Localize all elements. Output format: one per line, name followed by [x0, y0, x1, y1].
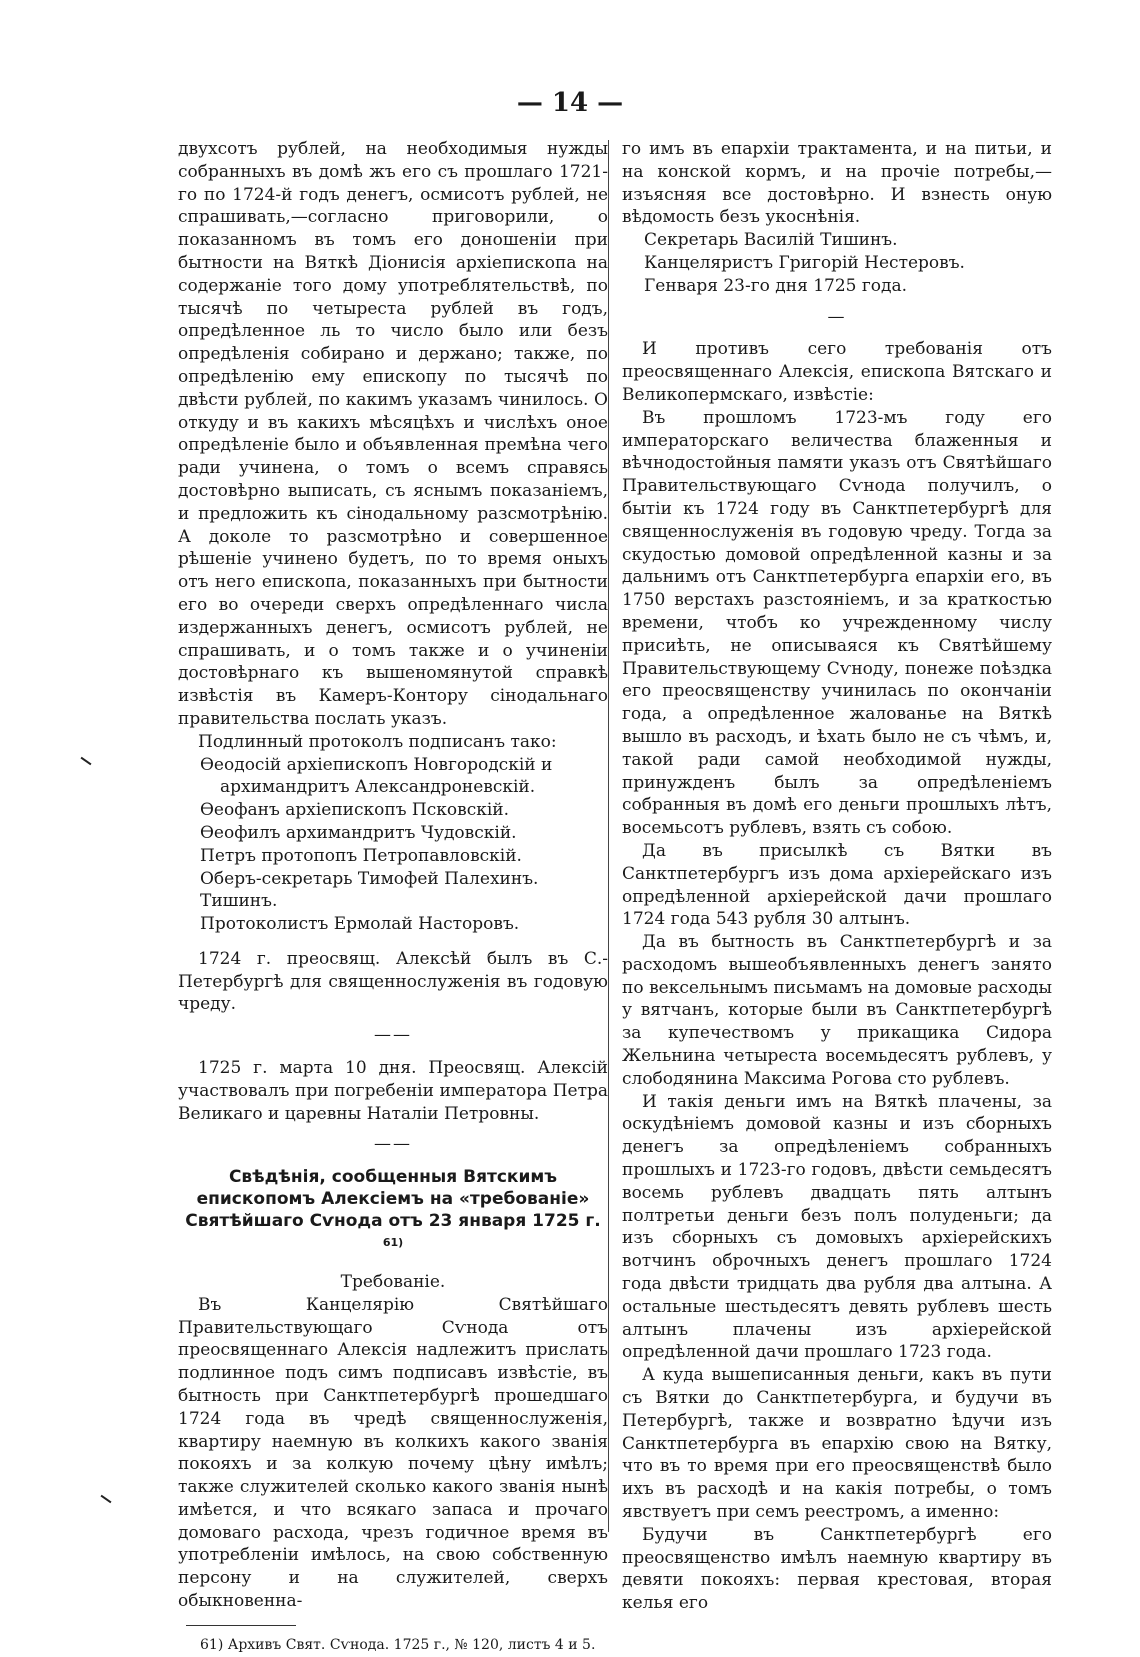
section-heading	[178, 1166, 608, 1259]
separator: —	[827, 306, 847, 327]
signature-line: Канцеляристъ Григорій Нестеровъ.	[644, 252, 965, 273]
paragraph: Въ Канцелярію Святѣйшаго Правительствующаго Сѵнода отъ преосвященнаго Алексія надлежитъ прислать подлинное подъ симъ подписавъ извѣстіе, въ бытность при Санктпетербургѣ прошедшаго 1724 года въ чредѣ священнослуженія, квартиру наемную въ колкихъ какого званія покояхъ и за колкую почему цѣну имѣлъ; также служителей сколько какого званія нынѣ имѣется, и что всякаго запаса и прочаго домоваго расхода, чрезъ годичное время въ употребленіи имѣлось, на свою собственную персону и на служителей, сверхъ обыкновенна-	[178, 1294, 608, 1612]
left-column	[178, 138, 608, 1657]
signature-line: Оберъ-секретарь Тимофей Палехинъ.	[200, 868, 539, 889]
paragraph: двухсотъ рублей, на необходимыя нужды собранныхъ въ домѣ жъ его съ прошлаго 1721-го по 1724-й годъ денегъ, осмисотъ рублей, не спрашивать,—согласно приговорили, о показанномъ въ томъ его доношеніи при бытности на Вяткѣ Діонисія архіепископа на содержаніе того дому употреблятельствѣ, по тысячѣ по четыреста рублей въ годъ, опредѣленное ль то число было или безъ опредѣленія собирано и держано; такжe, по опредѣленію ему епископу по тысячѣ по двѣсти рублей, по какимъ указамъ чинилось. О откуду и въ какихъ мѣсяцѣхъ и числѣхъ оное опредѣленіе было и объявленная премѣна чего ради учинена, о томъ о всемъ справясь достовѣрно выписать, съ яснымъ показаніемъ, и предложить къ сінодальному разсмотрѣнію. А доколе то разсмотрѣно и совершенное рѣшеніе учинено будетъ, по то время оныхъ отъ него епископа, показанныхъ при бытности его во очереди сверхъ опредѣленнаго числа издержанныхъ денегъ, осмисотъ рублей, не спрашивать, и о томъ также и о учиненіи достовѣрнаго къ вышеномянутой справкѣ извѣстія въ Камеръ-Контору сінодальнаго правительства послать указъ.	[178, 139, 608, 729]
chronicle-note: 1725 г. марта 10 дня. Преосвящ. Алексій участвовалъ при погребеніи императора Петра Великаго и царевны Наталіи Петровны.	[178, 1058, 608, 1124]
scan-mark	[81, 757, 92, 766]
column-divider	[608, 140, 609, 1532]
paragraph: Да въ присылкѣ съ Вятки въ Санктпетербургъ изъ дома архіерейскаго изъ опредѣленной архіерейской дачи прошлаго 1724 года 543 рубля 30 алтынъ.	[622, 840, 1052, 930]
subheading: Требованіе.	[340, 1271, 446, 1292]
signature-line: Петръ протопопъ Петропавловскій.	[200, 845, 522, 866]
signature-line: Протоколистъ Ермолай Насторовъ.	[200, 914, 520, 935]
paragraph: Въ прошломъ 1723-мъ году его императорскаго величества блаженныя и вѣчнодостойныя памяти указъ отъ Святѣйшаго Правительствующаго Сѵнода получилъ, о бытіи къ 1724 году въ Санктпетербургѣ для священнослуженія въ годовую чреду. Тогда за скудостью домовой опредѣленной казны и за дальнимъ отъ Санктпетербурга епархіи его, въ 1750 верстахъ разстояніемъ, и за краткостью времени, чтобъ ко учрежденному числу присиѣть, не описываяся къ Святѣйшему Правительствующему Сѵноду, понеже поѣздка его преосвященству учинилась по окончаніи года, а опредѣленное жалованье на Вяткѣ вышло въ расходъ, и ѣхать было не съ чѣмъ, и, такой ради самой необходимой нужды, принужденъ былъ за опредѣленіемъ собранныя въ домѣ его деньги прошлыхъ лѣтъ, восемьсотъ рублевъ, взять съ собою.	[622, 407, 1052, 839]
signature-line: Секретарь Василій Тишинъ.	[644, 230, 898, 251]
paragraph: Будучи въ Санктпетербургѣ его преосвященство имѣлъ наемную квартиру въ девяти покояхъ: первая крестовая, вторая келья его	[622, 1524, 1052, 1614]
footnote: 61) Архивъ Свят. Сѵнода. 1725 г., № 120, листъ 4 и 5.	[200, 1636, 596, 1653]
section-heading-text: Свѣдѣнія, сообщенныя Вятскимъ епископомъ Алексіемъ на «требованіе» Святѣйшаго Сѵнода отъ 23 января 1725 г.	[185, 1167, 601, 1232]
paragraph: Да въ бытность въ Санктпетербургѣ и за расходомъ вышеобъявленныхъ денегъ занято по вексельнымъ письмамъ на домовые расходы у вятчанъ, которые были въ Санктпетербургѣ за купечествомъ у прикащика Сидора Жельнина четыреста восемьдесятъ рублевъ, у слободянина Максима Рогова сто рублевъ.	[622, 932, 1052, 1089]
paragraph: И такія деньги имъ на Вяткѣ плачены, за оскудѣніемъ домовой казны и изъ сборныхъ денегъ за опредѣленіемъ собранныхъ прошлыхъ и 1723-го годовъ, двѣсти семьдесятъ восемь рублевъ двадцать пять алтынъ полтретьи деньги безъ полъ полуденьги; да изъ сборныхъ съ домовыхъ архіерейскихъ вотчинъ оброчныхъ денегъ прошлаго 1724 года двѣсти тридцать два рубля два алтына. А остальные шестьдесятъ девять рублевъ шесть алтынъ плачены изъ архіерейской опредѣленной дачи прошлаго 1723 года.	[622, 1091, 1052, 1363]
separator: ——	[374, 1025, 412, 1046]
paragraph: го имъ въ епархіи трактамента, и на питьи, и на конской кормъ, и на прочіе потребы,—изъясняя все достовѣрно. И взнесть оную вѣдомость безъ укоснѣнія.	[622, 139, 1052, 228]
right-column	[622, 138, 1052, 1615]
scan-mark	[101, 1495, 112, 1504]
paragraph: А куда вышеписанныя деньги, какъ въ пути съ Вятки до Санктпетербурга, и будучи въ Петербургѣ, также и возвратно ѣдучи изъ Санктпетербурга въ епархію свою на Вятку, что въ то время при его преосвященствѣ было ихъ въ расходѣ и на какія потребы, о томъ явствуетъ при семъ реестромъ, а именно:	[622, 1365, 1052, 1523]
paragraph: Подлинный протоколъ подписанъ тако:	[198, 731, 557, 752]
footnote-rule	[186, 1625, 296, 1626]
page-number: — 14 —	[516, 88, 624, 118]
signature-line: Ѳеофанъ архіепископъ Псковскій.	[200, 800, 510, 821]
chronicle-note: 1724 г. преосвящ. Алексѣй былъ въ С.-Петербургѣ для священнослуженія въ годовую чреду.	[178, 948, 608, 1015]
signature-line: Тишинъ.	[200, 891, 278, 912]
signature-line: Ѳеодосій архіепископъ Новгородскій и архимандритъ Александроневскій.	[200, 754, 553, 798]
paragraph: И противъ сего требованія отъ преосвященнаго Алексія, епископа Вятскаго и Великопермскаго, извѣстіе:	[622, 339, 1052, 405]
separator: ——	[374, 1134, 412, 1155]
footnote-ref: 61)	[382, 1236, 404, 1250]
date-line: Генваря 23-го дня 1725 года.	[644, 275, 908, 296]
signature-line: Ѳеофилъ архимандритъ Чудовскій.	[200, 822, 517, 843]
